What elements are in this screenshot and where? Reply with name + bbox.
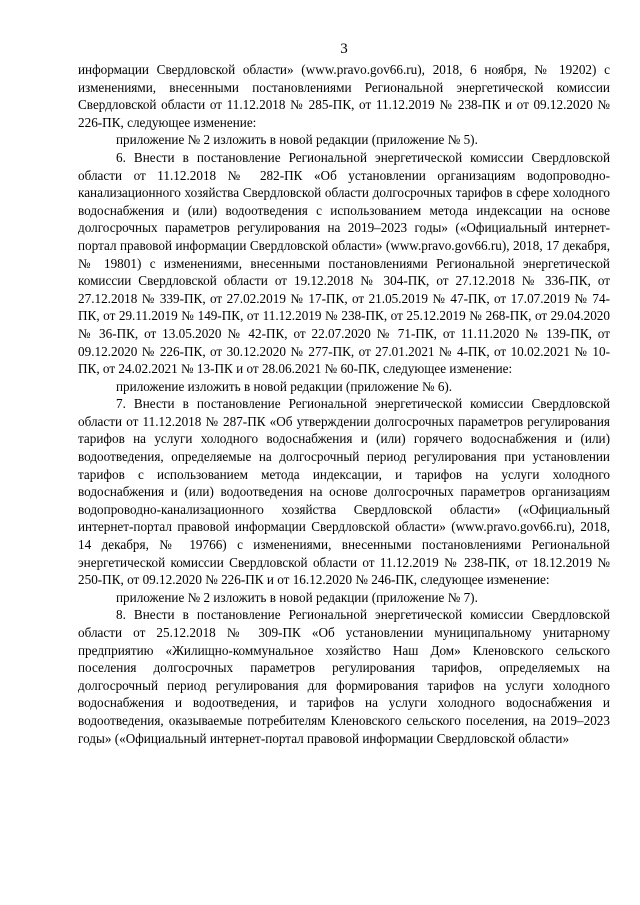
paragraph-appendix-7: приложение № 2 изложить в новой редакции (приложение № 7). (116, 589, 478, 605)
paragraph-appendix-6: приложение изложить в новой редакции (приложение № 6). (116, 378, 453, 394)
paragraph-item-6: 6. Внести в постановление Региональной энергетической комиссии Свердловской области от 11.12.2018 № 282-ПК «Об установлении организациям водопроводно-канализационного хозяйства Свердловской области долгосрочных тарифов в сфере холодного водоснабжения и (или) водоотведения с использованием метода индексации на основе долгосрочных параметров регулирования на 2019–2023 годы» («Официальный интернет-портал правовой информации Свердловской области» (www.pravo.gov66.ru), 2018, 17 декабря, № 19801) с изменениями, внесенными постановлениями Региональной энергетической комиссии Свердловской области от 19.12.2018 № 304-ПК, от 27.12.2018 № 336-ПК, от 27.12.2018 № 339-ПК, от 27.02.2019 № 17-ПК, от 21.05.2019 № 47-ПК, от 17.07.2019 № 74-ПК, от 29.11.2019 № 149-ПК, от 11.12.2019 № 238-ПК, от 25.12.2019 № 268-ПК, от 29.04.2020 № 36-ПК, от 13.05.2020 № 42-ПК, от 22.07.2020 № 71-ПК, от 11.11.2020 № 139-ПК, от 09.12.2020 № 226-ПК, от 30.12.2020 № 277-ПК, от 27.01.2021 № 4-ПК, от 10.02.2021 № 10-ПК, от 24.02.2021 № 13-ПК и от 28.06.2021 № 60-ПК, следующее изменение: (78, 149, 610, 377)
page-number: 3 (340, 41, 348, 57)
document-body (78, 61, 610, 747)
paragraph-item-7: 7. Внести в постановление Региональной энергетической комиссии Свердловской области от 11.12.2018 № 287-ПК «Об утверждении долгосрочных параметров регулирования тарифов на услуги холодного водоснабжения и (или) горячего водоснабжения и (или) водоотведения, определяемые на долгосрочный период регулирования при установлении тарифов с использованием метода индексации, и тарифов на услуги холодного водоснабжения и (или) водоотведения на основе долгосрочных параметров организациям водопроводно-канализационного хозяйства Свердловской области» («Официальный интернет-портал правовой информации Свердловской области» (www.pravo.gov66.ru), 2018, 14 декабря, № 19766) с изменениями, внесенными постановлениями Региональной энергетической комиссии Свердловской области от 11.12.2019 № 238-ПК, от 18.12.2019 № 250-ПК, от 09.12.2020 № 226-ПК и от 16.12.2020 № 246-ПК, следующее изменение: (78, 396, 610, 588)
document-page (78, 0, 610, 905)
paragraph-item-8: 8. Внести в постановление Региональной энергетической комиссии Свердловской области от 25.12.2018 № 309-ПК «Об установлении муниципальному унитарному предприятию «Жилищно-коммунальное хозяйство Наш Дом» Кленовского сельского поселения долгосрочных параметров регулирования тарифов, определяемых на долгосрочный период регулирования для формирования тарифов на услуги холодного водоснабжения и водоотведения, и тарифов на услуги холодного водоснабжения и водоотведения, оказываемые потребителям Кленовского сельского поселения, на 2019–2023 годы» («Официальный интернет-портал правовой информации Свердловской области» (78, 607, 610, 746)
paragraph-appendix-5: приложение № 2 изложить в новой редакции (приложение № 5). (116, 132, 478, 148)
paragraph-continuation: информации Свердловской области» (www.pravo.gov66.ru), 2018, 6 ноября, № 19202) с изменениями, внесенными постановлениями Региональной энергетической комиссии Свердловской области от 11.12.2018 № 285-ПК, от 11.12.2019 № 238-ПК и от 09.12.2020 № 226-ПК, следующее изменение: (78, 62, 610, 130)
